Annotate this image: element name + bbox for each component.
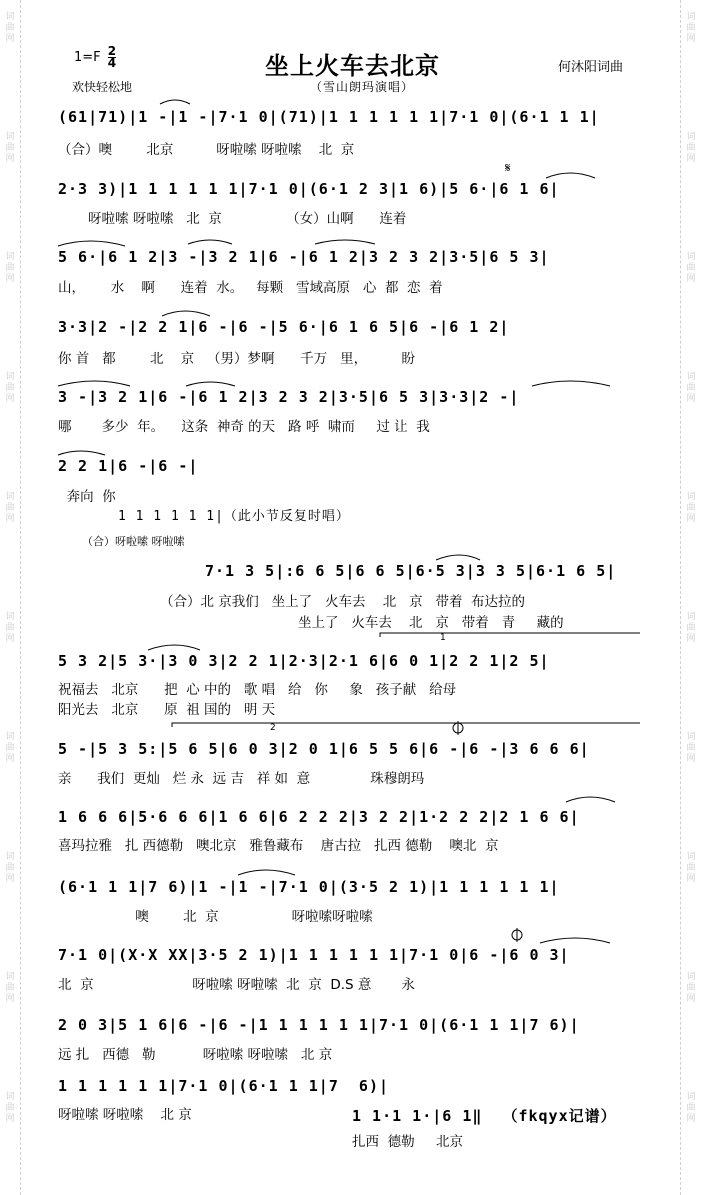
lyrics-line-4: 你 首 都 北 京 （男）梦啊 千万 里， 盼 xyxy=(58,351,415,367)
watermark-right-6: 词曲网 xyxy=(686,612,696,644)
slur-10 xyxy=(58,451,105,455)
watermark-right-7: 词曲网 xyxy=(686,732,696,764)
watermark-left-6: 词曲网 xyxy=(5,612,15,644)
notation-line-7: 1 1 1 1 1 1|（此小节反复时唱） xyxy=(118,509,350,524)
watermark-left-3: 词曲网 xyxy=(5,252,15,284)
song-title: 坐上火车去北京 xyxy=(265,52,440,80)
lyrics-line-9a: 祝福去 北京 把 心 中的 歌 唱 给 你 象 孩子献 给母 xyxy=(58,682,457,698)
watermark-left-7: 词曲网 xyxy=(5,732,15,764)
notation-line-5: 3 -|3 2 1|6 -|6 1 2|3 2 3 2|3·5|6 5 3|3·3|2 -| xyxy=(58,388,520,406)
lyrics-line-5: 哪 多少 年。 这条 神奇 的天 路 呼 啸而 过 让 我 xyxy=(58,419,430,435)
notation-line-6: 2 2 1|6 -|6 -| xyxy=(58,457,199,475)
notation-line-1: (61|71)|1 -|1 -|7·1 0|(71)|1 1 1 1 1 1|7·1 0|(6·1 1 1| xyxy=(58,108,600,126)
lyrics-line-2: 呀啦嗦 呀啦嗦 北 京 （女）山啊 连着 xyxy=(58,211,407,227)
time-sig-top: 2 xyxy=(107,44,117,58)
lyrics-line-6: 奔向 你 xyxy=(58,489,116,505)
volta-2-bracket xyxy=(172,723,640,727)
slur-6 xyxy=(162,311,210,316)
slur-15 xyxy=(540,938,610,943)
lyrics-line-14: 远 扎 西德 勒 呀啦嗦 呀啦嗦 北 京 xyxy=(58,1047,333,1063)
lyrics-line-8a: （合）北 京我们 坐上了 火车去 北 京 带着 布达拉的 xyxy=(160,594,526,610)
watermark-left-9: 词曲网 xyxy=(5,972,15,1004)
singer-credit: （雪山朗玛演唱） xyxy=(310,80,415,94)
slur-13 xyxy=(566,797,615,802)
notation-line-13: 7·1 0|(X·X XX|3·5 2 1)|1 1 1 1 1 1|7·1 0|6 -|6 0 3| xyxy=(58,946,570,964)
lyrics-line-3: 山， 水 啊 连着 水。 每颗 雪域高原 心 都 恋 着 xyxy=(58,280,443,296)
volta-2-number: 2 xyxy=(270,723,276,733)
notation-line-11: 1 6 6 6|5·6 6 6|1 6 6|6 2 2 2|3 2 2|1·2 2 2|2 1 6 6| xyxy=(58,808,580,826)
watermark-left-10: 词曲网 xyxy=(5,1092,15,1124)
watermark-right-10: 词曲网 xyxy=(686,1092,696,1124)
volta-1-bracket xyxy=(380,633,640,637)
notation-line-16: 1 1·1 1·|6 1‖ （fkqyx记谱） xyxy=(352,1107,617,1125)
slur-9 xyxy=(532,381,610,386)
slur-4 xyxy=(188,240,232,244)
watermark-left-4: 词曲网 xyxy=(5,372,15,404)
notation-line-8: 7·1 3 5|:6 6 5|6 6 5|6·5 3|3 3 5|6·1 6 5| xyxy=(205,562,617,580)
lyrics-line-13: 北 京 呀啦嗦 呀啦嗦 北 京 D.S 意 永 xyxy=(58,977,415,993)
notation-line-14: 2 0 3|5 1 6|6 -|6 -|1 1 1 1 1 1|7·1 0|(6·1 1 1|7 6)| xyxy=(58,1016,580,1034)
watermark-left-2: 词曲网 xyxy=(5,132,15,164)
time-sig-bottom: 4 xyxy=(107,56,117,70)
slur-7 xyxy=(58,381,130,386)
notation-line-2: 2·3 3)|1 1 1 1 1 1|7·1 0|(6·1 2 3|1 6)|5 6·|6 1 6| xyxy=(58,180,560,198)
slur-3 xyxy=(58,241,125,246)
slur-1 xyxy=(160,100,190,104)
lyrics-line-10: 亲 我们 更灿 烂 永 远 吉 祥 如 意 珠穆朗玛 xyxy=(58,771,425,787)
lyrics-line-7: （合）呀啦嗦 呀啦嗦 xyxy=(82,535,185,548)
watermark-left-5: 词曲网 xyxy=(5,492,15,524)
lyrics-line-8b: 坐上了 火车去 北 京 带着 青 藏的 xyxy=(298,615,564,631)
notation-line-10: 5 -|5 3 5:|5 6 5|6 0 3|2 0 1|6 5 5 6|6 -|6 -|3 6 6 6| xyxy=(58,740,590,758)
slur-8 xyxy=(186,382,235,386)
watermark-left-1: 词曲网 xyxy=(5,12,15,44)
key-label: 1=F xyxy=(74,50,101,65)
notation-line-9: 5 3 2|5 3·|3 0 3|2 2 1|2·3|2·1 6|6 0 1|2 2 1|2 5| xyxy=(58,652,550,670)
watermark-right-2: 词曲网 xyxy=(686,132,696,164)
watermark-right-8: 词曲网 xyxy=(686,852,696,884)
watermark-right-3: 词曲网 xyxy=(686,252,696,284)
lyrics-line-9b: 阳光去 北京 原 祖 国的 明 天 xyxy=(58,702,276,718)
watermark-right-1: 词曲网 xyxy=(686,12,696,44)
slur-11 xyxy=(436,555,480,560)
watermark-right-4: 词曲网 xyxy=(686,372,696,404)
slur-2 xyxy=(546,173,595,178)
slur-5 xyxy=(315,240,375,244)
watermark-left-8: 词曲网 xyxy=(5,852,15,884)
notation-line-4: 3·3|2 -|2 2 1|6 -|6 -|5 6·|6 1 6 5|6 -|6 1 2| xyxy=(58,318,510,336)
notation-line-3: 5 6·|6 1 2|3 -|3 2 1|6 -|6 1 2|3 2 3 2|3·5|6 5 3| xyxy=(58,248,550,266)
volta-1-number: 1 xyxy=(440,633,446,643)
slur-12 xyxy=(148,645,200,650)
segno-sign: 𝄋 xyxy=(505,161,511,176)
lyrics-line-16: 扎西 德勒 北京 xyxy=(352,1134,464,1150)
composer: 何沐阳词曲 xyxy=(558,60,624,75)
watermark-right-5: 词曲网 xyxy=(686,492,696,524)
tempo-marking: 欢快轻松地 xyxy=(72,80,133,94)
lyrics-line-11: 喜玛拉雅 扎 西德勒 噢北京 雅鲁藏布 唐古拉 扎西 德勒 噢北 京 xyxy=(58,838,499,854)
watermark-right-9: 词曲网 xyxy=(686,972,696,1004)
lyrics-line-15: 呀啦嗦 呀啦嗦 北 京 xyxy=(58,1107,192,1123)
notation-line-12: (6·1 1 1|7 6)|1 -|1 -|7·1 0|(3·5 2 1)|1 1 1 1 1 1| xyxy=(58,878,560,896)
slur-14 xyxy=(238,870,295,875)
notation-line-15: 1 1 1 1 1 1|7·1 0|(6·1 1 1|7 6)| xyxy=(58,1077,390,1095)
lyrics-line-12: 噢 北 京 呀啦嗦呀啦嗦 xyxy=(58,909,373,925)
lyrics-line-1: （合）噢 北京 呀啦嗦 呀啦嗦 北 京 xyxy=(58,142,355,158)
